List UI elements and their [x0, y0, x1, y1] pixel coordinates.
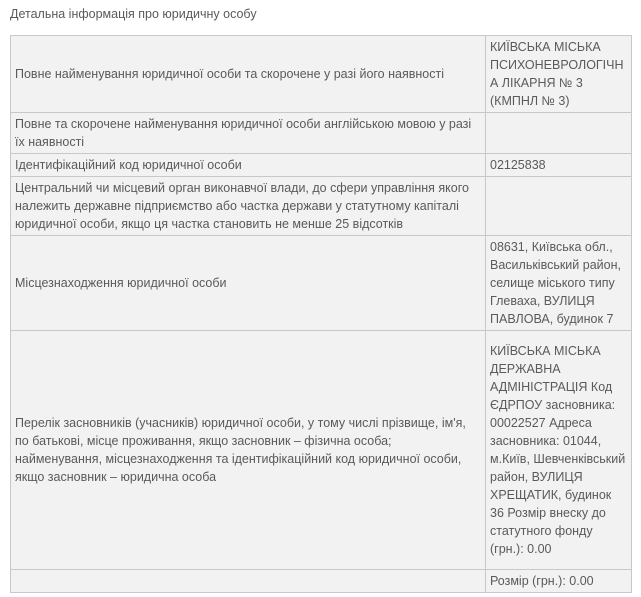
row-value-capital: Розмір (грн.): 0.00: [486, 570, 632, 593]
row-label-governing-body: Центральний чи місцевий орган виконавчої влади, до сфери управління якого належить державне підприємство або частка держави у статутному капіталі юридичної особи, якщо ця частка становить не менше 25 відсотків: [11, 177, 486, 236]
row-value-id-code: 02125838: [486, 154, 632, 177]
row-label-english-name: Повне та скорочене найменування юридичної особи англійською мовою у разі їх наявності: [11, 113, 486, 154]
row-label-capital: [11, 570, 486, 593]
row-label-full-name: Повне найменування юридичної особи та скорочене у разі його наявності: [11, 36, 486, 113]
table-row: [11, 177, 632, 236]
table-row: [11, 236, 632, 331]
legal-entity-details-table: [10, 35, 632, 593]
row-value-founders: КИЇВСЬКА МІСЬКА ДЕРЖАВНА АДМІНІСТРАЦІЯ Код ЄДРПОУ засновника: 00022527 Адреса засновника: 01044, м.Київ, Шевченківський район, ВУЛИЦЯ ХРЕЩАТИК, будинок 36 Розмір внеску до статутного фонду (грн.): 0.00: [486, 331, 632, 570]
table-row: [11, 36, 632, 113]
row-label-founders: Перелік засновників (учасників) юридичної особи, у тому числі прізвище, ім'я, по батькові, місце проживання, якщо засновник – фізична особа; найменування, місцезнаходження та ідентифікаційний код юридичної особи, якщо засновник – юридична особа: [11, 331, 486, 570]
row-value-english-name: [486, 113, 632, 154]
table-row: [11, 113, 632, 154]
row-label-id-code: Ідентифікаційний код юридичної особи: [11, 154, 486, 177]
row-label-location: Місцезнаходження юридичної особи: [11, 236, 486, 331]
table-row: [11, 154, 632, 177]
row-value-governing-body: [486, 177, 632, 236]
row-value-full-name: КИЇВСЬКА МІСЬКА ПСИХОНЕВРОЛОГІЧНА ЛІКАРНЯ № 3 (КМПНЛ № 3): [486, 36, 632, 113]
page-title: Детальна інформація про юридичну особу: [10, 7, 257, 21]
table-row: [11, 331, 632, 570]
row-value-location: 08631, Київська обл., Васильківський район, селище міського типу Глеваха, ВУЛИЦЯ ПАВЛОВА, будинок 7: [486, 236, 632, 331]
table-row: [11, 570, 632, 593]
